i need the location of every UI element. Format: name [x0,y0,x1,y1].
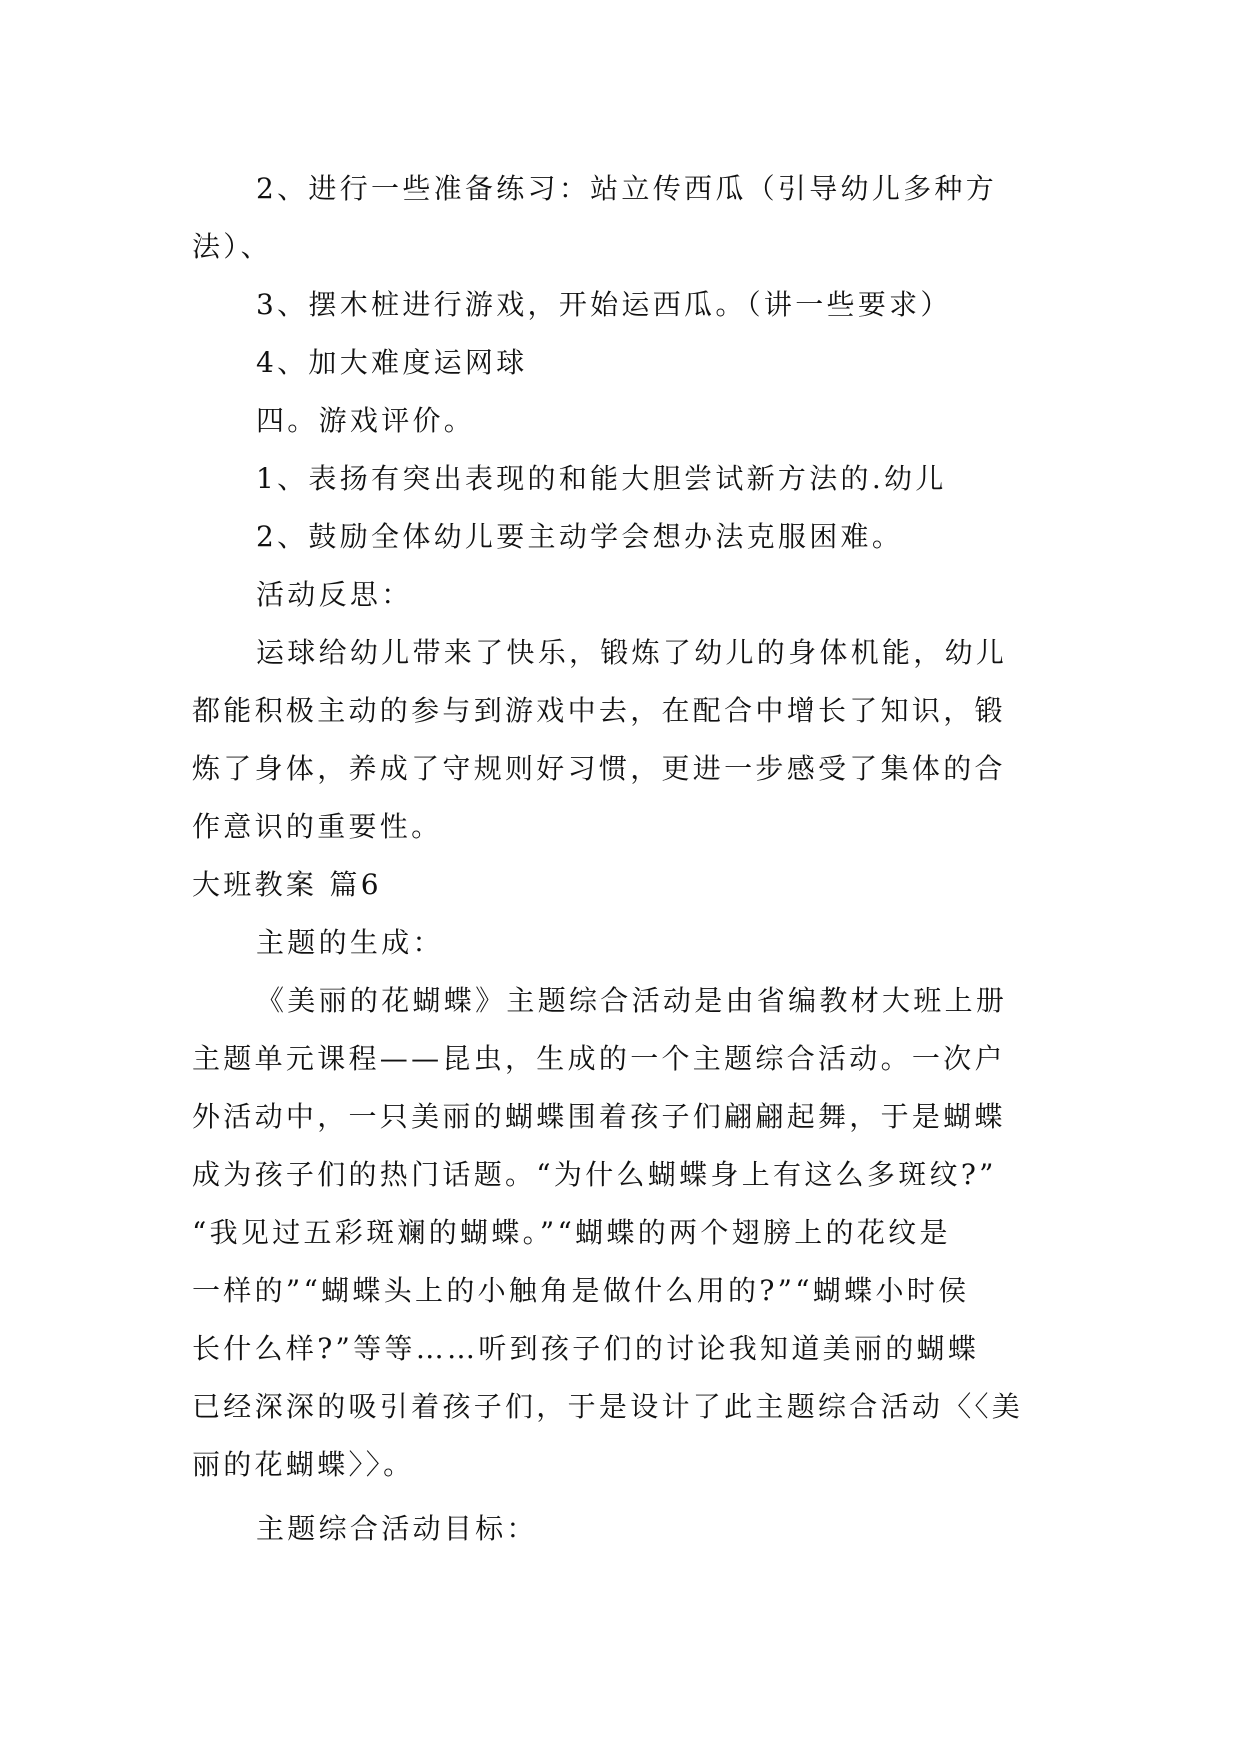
text-line: 4、加大难度运网球 [256,346,528,379]
section-heading: 主题综合活动目标： [256,1512,538,1545]
text-line: 丽的花蝴蝶〉〉。 [192,1448,415,1481]
section-heading: 活动反思： [256,578,413,611]
text-line: 2、鼓励全体幼儿要主动学会想办法克服困难。 [256,520,904,553]
section-heading: 四。游戏评价。 [256,404,476,437]
text-line: 一样的”“蝴蝶头上的小触角是做什么用的?”“蝴蝶小时侯 [192,1274,970,1307]
lesson-title: 大班教案 篇6 [192,868,382,901]
text-line: 法）、 [192,230,272,263]
text-line: 已经深深的吸引着孩子们，于是设计了此主题综合活动〈〈美 [192,1390,1024,1423]
section-heading: 主题的生成： [256,926,444,959]
text-line: 主题单元课程——昆虫，生成的一个主题综合活动。一次户 [192,1042,1006,1075]
text-line: 成为孩子们的热门话题。“为什么蝴蝶身上有这么多斑纹?” [192,1158,997,1191]
text-line: 作意识的重要性。 [192,810,443,843]
text-line: 3、摆木桩进行游戏，开始运西瓜。（讲一些要求） [256,288,952,321]
text-line: 1、表扬有突出表现的和能大胆尝试新方法的.幼儿 [256,462,947,495]
text-line: 长什么样?”等等……听到孩子们的讨论我知道美丽的蝴蝶 [192,1332,980,1365]
text-line: 都能积极主动的参与到游戏中去，在配合中增长了知识，锻 [192,694,1006,727]
text-line: 2、进行一些准备练习：站立传西瓜（引导幼儿多种方 [256,172,998,205]
text-line: 《美丽的花蝴蝶》主题综合活动是由省编教材大班上册 [256,984,1008,1017]
text-line: 外活动中，一只美丽的蝴蝶围着孩子们翩翩起舞，于是蝴蝶 [192,1100,1006,1133]
text-line: 炼了身体，养成了守规则好习惯，更进一步感受了集体的合 [192,752,1006,785]
document-body [192,160,1049,1558]
text-line: “我见过五彩斑斓的蝴蝶。”“蝴蝶的两个翅膀上的花纹是 [192,1216,951,1249]
text-line: 运球给幼儿带来了快乐，锻炼了幼儿的身体机能，幼儿 [256,636,1008,669]
